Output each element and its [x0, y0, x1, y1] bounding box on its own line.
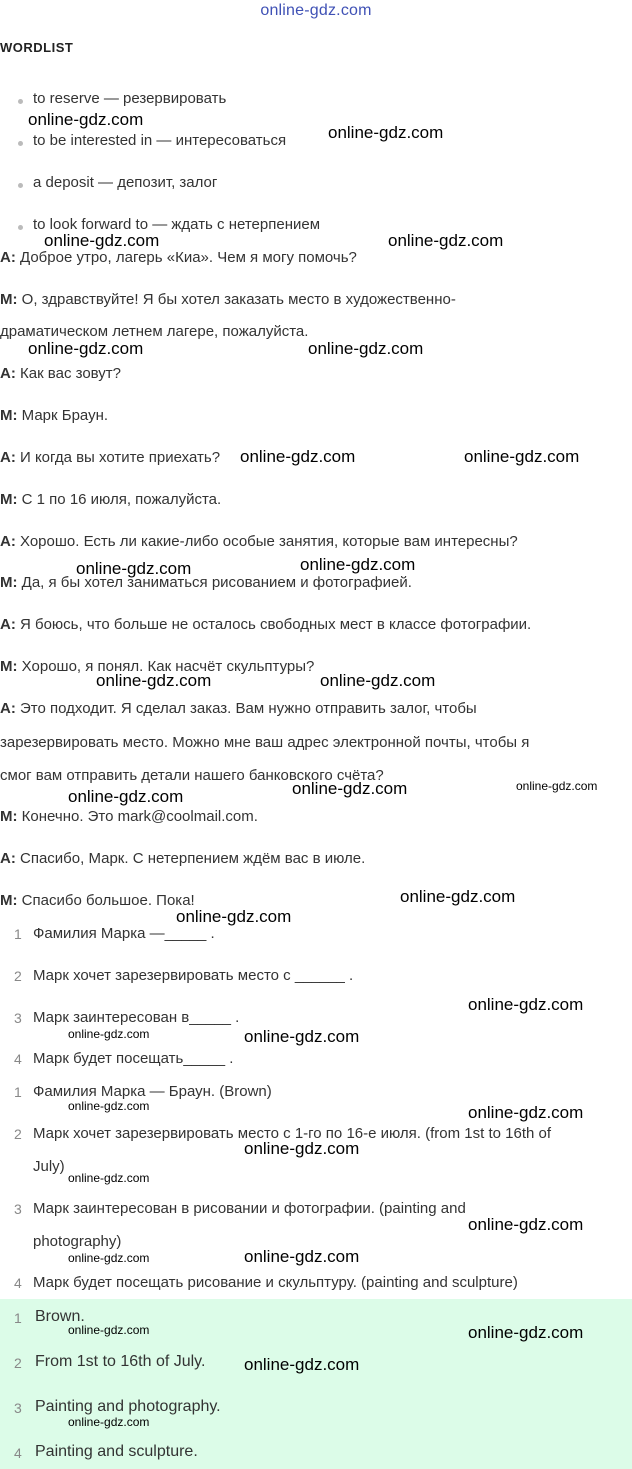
speaker-label: A: — [0, 850, 16, 867]
dialogue-text: Марк Браун. — [21, 407, 109, 424]
watermark: online-gdz.com — [292, 779, 408, 798]
watermark: online-gdz.com — [244, 1247, 360, 1266]
speaker-label: M: — [0, 491, 18, 508]
speaker-label: M: — [0, 407, 18, 424]
dialogue-text: И когда вы хотите приехать? — [20, 449, 221, 466]
speaker-label: M: — [0, 658, 18, 675]
watermark: online-gdz.com — [244, 1355, 360, 1374]
dialogue-line — [0, 365, 121, 382]
list-number: 1 — [14, 1310, 22, 1326]
dialogue-line — [0, 533, 518, 550]
answer-item: Brown. — [35, 1308, 85, 1325]
speaker-label: A: — [0, 616, 16, 633]
wordlist-item: to be interested in — интересоваться — [33, 132, 287, 149]
watermark: online-gdz.com — [240, 447, 356, 466]
speaker-label: A: — [0, 700, 16, 717]
watermark: online-gdz.com — [28, 110, 144, 129]
dialogue-text: О, здравствуйте! Я бы хотел заказать место в художественно- — [21, 291, 456, 308]
header-watermark[interactable]: online-gdz.com — [260, 2, 372, 19]
dialogue-line — [0, 850, 365, 867]
watermark: online-gdz.com — [68, 1251, 150, 1265]
task-item: Марк заинтересован в_____ . — [33, 1009, 240, 1026]
watermark: online-gdz.com — [468, 1323, 584, 1342]
list-number: 4 — [14, 1275, 22, 1291]
translation-item: Марк будет посещать рисование и скульптуру. (painting and sculpture) — [33, 1274, 518, 1291]
list-number: 1 — [14, 1084, 22, 1100]
watermark: online-gdz.com — [28, 339, 144, 358]
list-number: 4 — [14, 1445, 22, 1461]
dialogue-text: Конечно. Это mark@coolmail.com. — [21, 808, 258, 825]
dialogue-text: Хорошо. Есть ли какие-либо особые занятия, которые вам интересны? — [20, 533, 518, 550]
dialogue-text: С 1 по 16 июля, пожалуйста. — [21, 491, 222, 508]
answer-item: From 1st to 16th of July. — [35, 1353, 206, 1370]
wordlist-item: a deposit — депозит, залог — [33, 174, 218, 191]
dialogue-line — [0, 574, 412, 591]
watermark: online-gdz.com — [96, 671, 212, 690]
speaker-label: M: — [0, 574, 18, 591]
dialogue-text: зарезервировать место. Можно мне ваш адрес электронной почты, чтобы я — [0, 734, 530, 751]
dialogue-text: Хорошо, я понял. Как насчёт скульптуры? — [21, 658, 315, 675]
watermark: online-gdz.com — [68, 1027, 150, 1041]
watermark: online-gdz.com — [44, 231, 160, 250]
bullet-icon — [18, 225, 23, 230]
watermark: online-gdz.com — [176, 907, 292, 926]
dialogue-line — [0, 407, 108, 424]
watermark: online-gdz.com — [68, 1323, 150, 1337]
translation-item: Марк заинтересован в рисовании и фотографии. (painting and — [33, 1200, 466, 1217]
list-number: 3 — [14, 1201, 22, 1217]
translation-item: photography) — [33, 1233, 122, 1250]
speaker-label: A: — [0, 365, 16, 382]
watermark: online-gdz.com — [68, 1171, 150, 1185]
wordlist-item: to look forward to — ждать с нетерпением — [33, 216, 321, 233]
watermark: online-gdz.com — [388, 231, 504, 250]
list-number: 1 — [14, 926, 22, 942]
speaker-label: M: — [0, 808, 18, 825]
dialogue-line — [0, 808, 258, 825]
dialogue-line — [0, 700, 477, 717]
watermark: online-gdz.com — [244, 1139, 360, 1158]
task-item: Фамилия Марка —_____ . — [33, 925, 215, 942]
dialogue-line — [0, 449, 220, 466]
dialogue-text: Доброе утро, лагерь «Киа». Чем я могу помочь? — [20, 249, 357, 266]
list-number: 3 — [14, 1010, 22, 1026]
dialogue-text: Это подходит. Я сделал заказ. Вам нужно отправить залог, чтобы — [20, 700, 477, 717]
watermark: online-gdz.com — [300, 555, 416, 574]
watermark: online-gdz.com — [68, 1099, 150, 1113]
bullet-icon — [18, 99, 23, 104]
dialogue-text: Как вас зовут? — [20, 365, 122, 382]
list-number: 2 — [14, 1355, 22, 1371]
watermark: online-gdz.com — [68, 787, 184, 806]
list-number: 2 — [14, 1126, 22, 1142]
watermark: online-gdz.com — [68, 1415, 150, 1429]
speaker-label: M: — [0, 291, 18, 308]
dialogue-line — [0, 491, 221, 508]
watermark: online-gdz.com — [76, 559, 192, 578]
dialogue-text: Спасибо, Марк. С нетерпением ждём вас в июле. — [20, 850, 366, 867]
watermark: online-gdz.com — [320, 671, 436, 690]
watermark: online-gdz.com — [468, 1215, 584, 1234]
dialogue-text: Спасибо большое. Пока! — [21, 892, 195, 909]
bullet-icon — [18, 183, 23, 188]
bullet-icon — [18, 141, 23, 146]
dialogue-text: смог вам отправить детали нашего банковского счёта? — [0, 767, 384, 784]
translation-item: Фамилия Марка — Браун. (Brown) — [33, 1083, 272, 1100]
translation-item: Марк хочет зарезервировать место с 1-го по 16-е июля. (from 1st to 16th of — [33, 1125, 552, 1142]
dialogue-text: Я боюсь, что больше не осталось свободных мест в классе фотографии. — [20, 616, 532, 633]
task-item: Марк хочет зарезервировать место с ______ . — [33, 967, 354, 984]
speaker-label: A: — [0, 249, 16, 266]
watermark: online-gdz.com — [244, 1027, 360, 1046]
wordlist-title: WORDLIST — [0, 40, 74, 55]
watermark: online-gdz.com — [516, 779, 598, 793]
dialogue-line — [0, 892, 195, 909]
translation-item: July) — [33, 1158, 65, 1175]
wordlist-item: to reserve — резервировать — [33, 90, 227, 107]
answer-item: Painting and sculpture. — [35, 1443, 198, 1460]
dialogue-line — [0, 249, 357, 266]
dialogue-line — [0, 616, 531, 633]
speaker-label: A: — [0, 533, 16, 550]
list-number: 4 — [14, 1051, 22, 1067]
watermark: online-gdz.com — [464, 447, 580, 466]
watermark: online-gdz.com — [328, 123, 444, 142]
answer-item: Painting and photography. — [35, 1398, 221, 1415]
watermark: online-gdz.com — [468, 1103, 584, 1122]
list-number: 3 — [14, 1400, 22, 1416]
dialogue-line — [0, 291, 456, 308]
dialogue-text: Да, я бы хотел заниматься рисованием и фотографией. — [21, 574, 412, 591]
watermark: online-gdz.com — [308, 339, 424, 358]
speaker-label: M: — [0, 892, 18, 909]
watermark: online-gdz.com — [468, 995, 584, 1014]
speaker-label: A: — [0, 449, 16, 466]
list-number: 2 — [14, 968, 22, 984]
dialogue-text: драматическом летнем лагере, пожалуйста. — [0, 323, 309, 340]
task-item: Марк будет посещать_____ . — [33, 1050, 234, 1067]
watermark: online-gdz.com — [400, 887, 516, 906]
